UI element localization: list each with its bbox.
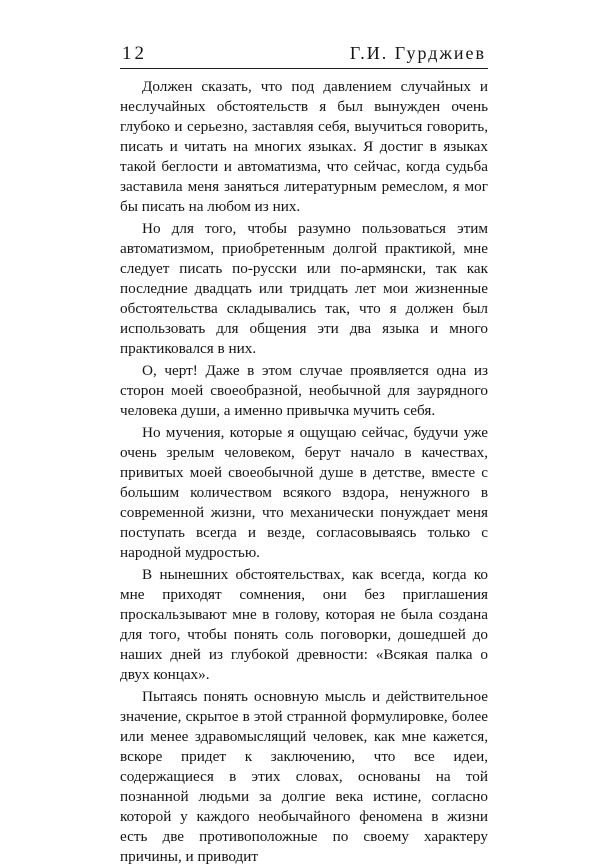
header-author: Г.И. Гурджиев — [349, 43, 486, 63]
page-number: 12 — [122, 43, 147, 64]
paragraph: Должен сказать, что под давлением случайных и неслучайных обстоятельств я был вынужден очень глубоко и серьезно, заставляя себя, выучиться говорить, писать и читать на многих языках. Я достиг в языках такой беглости и автоматизма, что сейчас, когда судьба заставила меня заняться литературным ремеслом, я мог бы писать на любом из них. — [120, 78, 488, 215]
paragraph: Но для того, чтобы разумно пользоваться этим автоматизмом, приобретенным долгой практикой, мне следует писать по-русски или по-армянски, так как последние двадцать или тридцать лет мои жизненные обстоятельства складывались так, что я должен был использовать для общения эти два языка и много практиковался в них. — [120, 220, 488, 357]
paragraph: Пытаясь понять основную мысль и действительное значение, скрытое в этой странной формулировке, более или менее здравомыслящий человек, как мне кажется, вскоре придет к заключению, что все идеи, содержащиеся в этих словах, основаны на той познанной людьми за долгие века истине, согласно которой у каждого необычайного феномена в жизни есть две противоположные по своему характеру причины, и приводит — [120, 688, 488, 865]
book-page — [120, 42, 488, 867]
paragraph: О, черт! Даже в этом случае проявляется одна из сторон моей своеобразной, необычной для заурядного человека души, а именно привычка мучить себя. — [120, 362, 488, 419]
running-header — [120, 42, 488, 69]
body-text — [120, 77, 488, 867]
paragraph: В нынешних обстоятельствах, как всегда, когда ко мне приходят сомнения, они без приглашения проскальзывают мне в голову, которая не была создана для того, чтобы понять соль поговорки, дошедшей до наших дней из глубокой древности: «Всякая палка о двух концах». — [120, 566, 488, 683]
paragraph: Но мучения, которые я ощущаю сейчас, будучи уже очень зрелым человеком, берут начало в качествах, привитых моей своеобычной душе в детстве, вместе с большим количеством всякого вздора, ненужного в современной жизни, что механически понуждает меня поступать всегда и везде, согласовываясь только с народной мудростью. — [120, 424, 488, 561]
